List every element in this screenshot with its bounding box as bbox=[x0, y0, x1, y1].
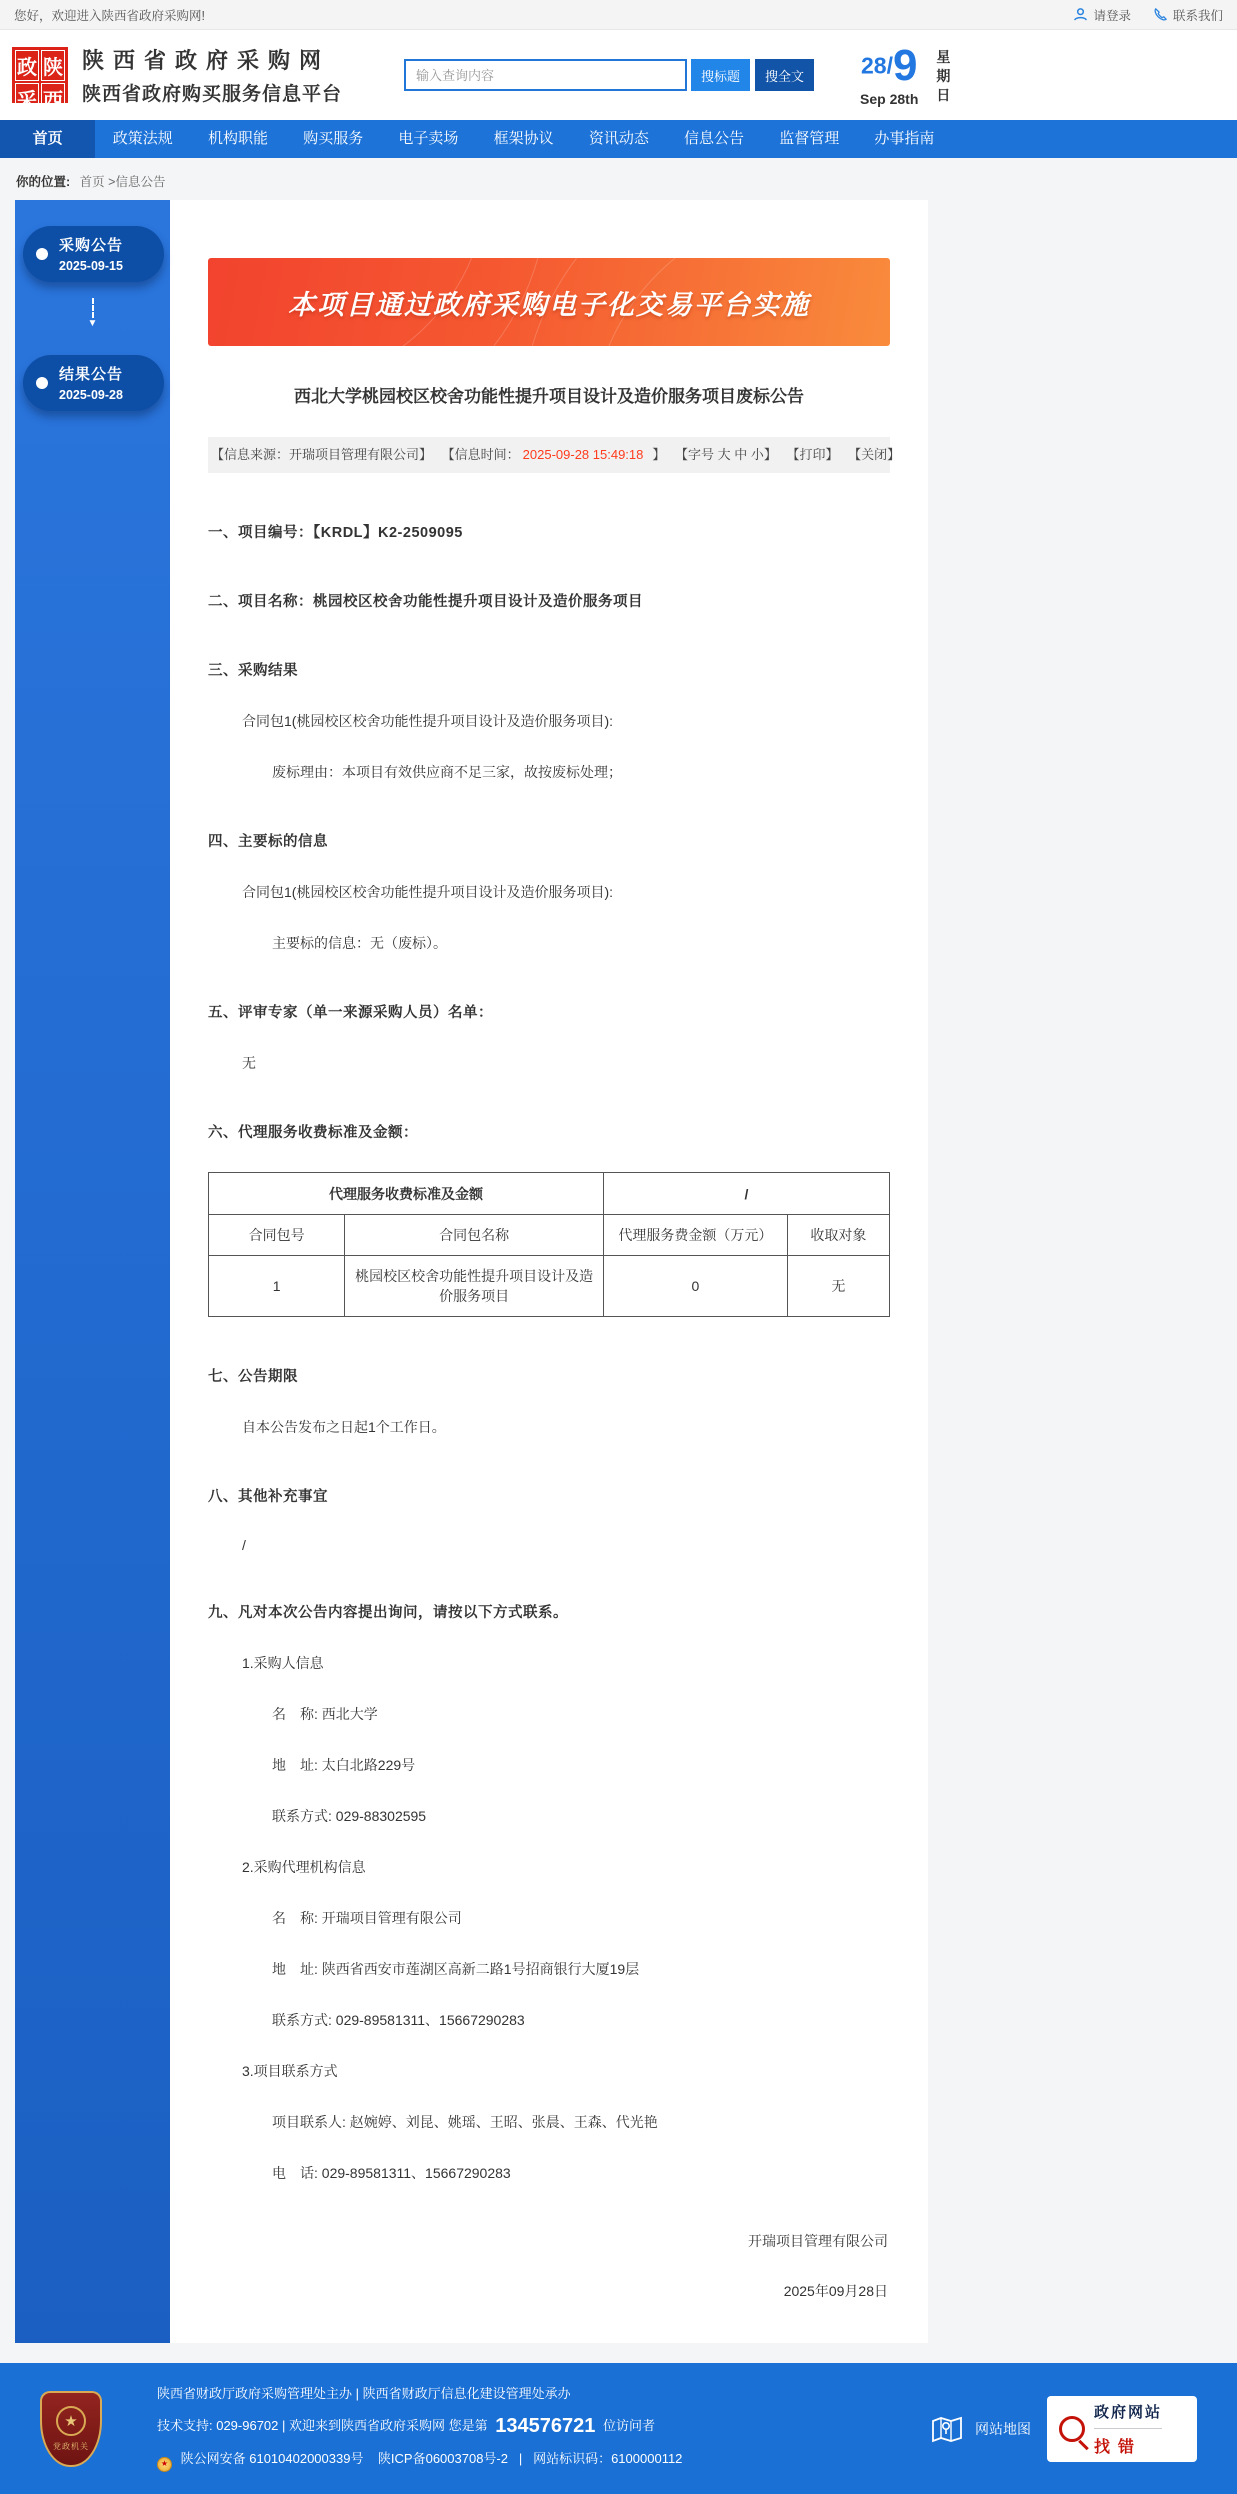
banner-text: 本项目通过政府采购电子化交易平台实施 bbox=[288, 289, 810, 320]
sidebar-item-procurement-announcement[interactable] bbox=[23, 226, 164, 282]
logo-char: 采 bbox=[15, 83, 39, 114]
platform-banner bbox=[208, 258, 890, 346]
section-text: 主要标的信息：无（废标）。 bbox=[272, 935, 447, 951]
site-header bbox=[0, 30, 1237, 120]
visitor-count: 134576721 bbox=[495, 2415, 596, 2437]
section-announcement-period bbox=[208, 1365, 890, 1437]
search-bar bbox=[404, 59, 814, 91]
section-project-number bbox=[208, 521, 890, 542]
meta-time-value: 2025-09-28 15:49:18 bbox=[522, 447, 644, 462]
table-merged-header-row bbox=[209, 1173, 890, 1215]
merged-header-left: 代理服务收费标准及金额 bbox=[209, 1173, 604, 1215]
section-heading: 六、代理服务收费标准及金额： bbox=[208, 1125, 418, 1141]
weekday-label: 星 期 日 bbox=[936, 48, 951, 103]
welcome-text: 您好，欢迎进入陕西省政府采购网! bbox=[14, 8, 205, 23]
section-text: 废标理由：本项目有效供应商不足三家，故按废标处理； bbox=[272, 764, 622, 780]
nav-item-news[interactable]: 资讯动态 bbox=[588, 130, 649, 147]
site-logo bbox=[12, 47, 68, 112]
date-english: Sep 28th bbox=[860, 90, 919, 107]
contact-link[interactable] bbox=[1153, 6, 1223, 24]
date-widget bbox=[860, 40, 951, 107]
bullet-dot-icon bbox=[36, 377, 48, 389]
section-text: 合同包1(桃园校区校舍功能性提升项目设计及造价服务项目): bbox=[242, 884, 613, 900]
site-name: 陕西省政府采购网 bbox=[82, 48, 331, 73]
search-title-button[interactable]: 搜标题 bbox=[691, 59, 750, 91]
section-project-name bbox=[208, 590, 890, 611]
nav-item-framework-agreement[interactable]: 框架协议 bbox=[493, 130, 554, 147]
nav-item-purchase-services[interactable]: 购买服务 bbox=[303, 130, 364, 147]
nav-item-functions[interactable]: 机构职能 bbox=[208, 130, 269, 147]
contact-label: 联系我们 bbox=[1172, 8, 1223, 23]
article-card bbox=[170, 200, 928, 2343]
nav-item-home[interactable]: 首页 bbox=[0, 120, 95, 158]
font-size-switcher[interactable]: 【字号 大 中 小】 bbox=[675, 447, 777, 462]
site-subtitle: 陕西省政府购买服务信息平台 bbox=[82, 84, 343, 105]
breadcrumb-home-link[interactable]: 首页 bbox=[79, 175, 105, 189]
section-heading: 一、项目编号：【KRDL】K2-2509095 bbox=[208, 525, 463, 541]
column-header: 代理服务费金额（万元） bbox=[603, 1215, 787, 1256]
contact-group-title: 1.采购人信息 bbox=[242, 1655, 324, 1671]
user-icon bbox=[1073, 7, 1088, 22]
table-cell: 0 bbox=[603, 1256, 787, 1317]
gov-site-error-report-badge[interactable] bbox=[1047, 2396, 1197, 2462]
footer-organizer-line: 陕西省财政厅政府采购管理处主办 | 陕西省财政厅信息化建设管理处承办 bbox=[157, 2386, 571, 2401]
section-heading: 八、其他补充事宜 bbox=[208, 1489, 328, 1505]
contact-text: 联系方式: 029-88302595 bbox=[272, 1808, 427, 1824]
sidebar-item-date: 2025-09-15 bbox=[59, 259, 123, 273]
section-heading: 五、评审专家（单一来源采购人员）名单： bbox=[208, 1005, 493, 1021]
nav-item-policies[interactable]: 政策法规 bbox=[112, 130, 173, 147]
logo-char: 西 bbox=[41, 83, 65, 114]
contact-text: 电 话: 029-89581311、15667290283 bbox=[272, 2165, 511, 2181]
login-link[interactable] bbox=[1073, 6, 1131, 24]
top-utility-bar bbox=[0, 0, 1237, 30]
beian-link[interactable]: 陕公网安备 61010402000339号 bbox=[180, 2451, 364, 2466]
breadcrumb-prefix: 你的位置: bbox=[16, 175, 71, 189]
contact-text: 联系方式: 029-89581311、15667290283 bbox=[272, 2012, 525, 2028]
section-other-matters bbox=[208, 1485, 890, 1553]
meta-source: 【信息来源：开瑞项目管理有限公司】 bbox=[211, 447, 433, 462]
article-title: 西北大学桃园校区校舍功能性提升项目设计及造价服务项目废标公告 bbox=[294, 387, 804, 406]
section-heading: 二、项目名称：桃园校区校舍功能性提升项目设计及造价服务项目 bbox=[208, 594, 643, 610]
phone-icon bbox=[1153, 7, 1168, 22]
table-cell: 1 bbox=[209, 1256, 345, 1317]
contact-text: 地 址: 太白北路229号 bbox=[272, 1757, 416, 1773]
section-text: 无 bbox=[242, 1055, 256, 1071]
date-month: 9 bbox=[892, 40, 918, 90]
site-footer bbox=[0, 2363, 1237, 2494]
close-button[interactable]: 【关闭】 bbox=[848, 447, 901, 462]
table-cell: 桃园校区校舍功能性提升项目设计及造价服务项目 bbox=[345, 1256, 604, 1317]
meta-time-suffix: 】 bbox=[652, 447, 666, 462]
section-experts bbox=[208, 1001, 890, 1073]
footer-registration-line bbox=[157, 2452, 682, 2472]
bullet-dot-icon bbox=[36, 248, 48, 260]
contact-text: 地 址: 陕西省西安市莲湖区高新二路1号招商银行大厦19层 bbox=[272, 1961, 640, 1977]
public-security-badge-icon: ★ bbox=[157, 2457, 172, 2472]
signature-block bbox=[208, 2231, 890, 2301]
signature-company: 开瑞项目管理有限公司 bbox=[748, 2233, 888, 2249]
sidebar-item-result-announcement[interactable] bbox=[23, 355, 164, 411]
login-label: 请登录 bbox=[1093, 8, 1131, 23]
section-text: 自本公告发布之日起1个工作日。 bbox=[242, 1419, 446, 1435]
nav-item-e-mall[interactable]: 电子卖场 bbox=[398, 130, 459, 147]
section-heading: 九、凡对本次公告内容提出询问，请按以下方式联系。 bbox=[208, 1605, 568, 1621]
table-column-header-row bbox=[209, 1215, 890, 1256]
contact-text: 名 称: 开瑞项目管理有限公司 bbox=[272, 1910, 462, 1926]
column-header: 合同包名称 bbox=[345, 1215, 604, 1256]
section-contact bbox=[208, 1601, 890, 2183]
signature-date: 2025年09月28日 bbox=[783, 2283, 888, 2299]
nav-item-guide[interactable]: 办事指南 bbox=[874, 130, 935, 147]
article-meta-bar bbox=[208, 437, 901, 473]
sitemap-link[interactable] bbox=[929, 2413, 1031, 2445]
site-code: 网站标识码：6100000112 bbox=[533, 2451, 683, 2466]
breadcrumb-separator: > bbox=[108, 175, 116, 189]
main-navigation bbox=[0, 120, 1237, 158]
map-icon bbox=[929, 2413, 965, 2445]
error-magnifier-icon bbox=[1059, 2416, 1085, 2442]
print-button[interactable]: 【打印】 bbox=[786, 447, 839, 462]
footer-support-line: 技术支持: 029-96702 | 欢迎来到陕西省政府采购网 您是第 134576721 位访问者 bbox=[157, 2415, 655, 2437]
sidebar-item-label: 采购公告 bbox=[59, 237, 124, 254]
nav-item-announcements[interactable]: 信息公告 bbox=[684, 130, 745, 147]
search-input[interactable] bbox=[404, 59, 687, 91]
table-cell: 无 bbox=[787, 1256, 889, 1317]
contact-text: 项目联系人: 赵婉婷、刘昆、姚瑶、王昭、张晨、王森、代光艳 bbox=[272, 2114, 658, 2130]
contact-group-title: 3.项目联系方式 bbox=[242, 2063, 338, 2079]
date-day: 28 bbox=[860, 52, 887, 79]
date-separator: / bbox=[886, 52, 893, 79]
sidebar-item-label: 结果公告 bbox=[59, 366, 124, 383]
section-text: / bbox=[242, 1537, 246, 1553]
agency-fee-table bbox=[208, 1172, 890, 1317]
section-agency-fee bbox=[208, 1121, 890, 1317]
merged-header-right: / bbox=[603, 1173, 889, 1215]
breadcrumb bbox=[0, 158, 1237, 200]
contact-group-title: 2.采购代理机构信息 bbox=[242, 1859, 366, 1875]
column-header: 收取对象 bbox=[787, 1215, 889, 1256]
error-badge-action: 找错 bbox=[1094, 2428, 1162, 2457]
table-row bbox=[209, 1256, 890, 1317]
section-heading: 三、采购结果 bbox=[208, 663, 298, 679]
announcement-timeline-sidebar bbox=[15, 200, 170, 2343]
section-heading: 七、公告期限 bbox=[208, 1369, 298, 1385]
section-text: 合同包1(桃园校区校舍功能性提升项目设计及造价服务项目): bbox=[242, 713, 613, 729]
footer-separator: | bbox=[518, 2451, 523, 2466]
party-government-badge-icon: ★ 党政机关 bbox=[40, 2391, 102, 2467]
sitemap-label: 网站地图 bbox=[975, 2421, 1031, 2438]
icp-link[interactable]: 陕ICP备06003708号-2 bbox=[377, 2451, 508, 2466]
search-fulltext-button[interactable]: 搜全文 bbox=[755, 59, 814, 91]
nav-item-supervision[interactable]: 监督管理 bbox=[779, 130, 840, 147]
meta-time-prefix: 【信息时间： bbox=[441, 447, 520, 462]
section-subject-info bbox=[208, 830, 890, 953]
badge-label: 党政机关 bbox=[53, 2442, 89, 2452]
sidebar-item-date: 2025-09-28 bbox=[59, 388, 123, 402]
contact-text: 名 称: 西北大学 bbox=[272, 1706, 378, 1722]
logo-char: 政 bbox=[15, 50, 39, 81]
column-header: 合同包号 bbox=[209, 1215, 345, 1256]
logo-char: 陕 bbox=[41, 50, 65, 81]
error-badge-title: 政府网站 bbox=[1094, 2404, 1163, 2422]
section-procurement-result bbox=[208, 659, 890, 782]
flow-arrow-icon: ▼ bbox=[15, 298, 170, 329]
breadcrumb-current[interactable]: 信息公告 bbox=[115, 175, 166, 189]
section-heading: 四、主要标的信息 bbox=[208, 834, 328, 850]
